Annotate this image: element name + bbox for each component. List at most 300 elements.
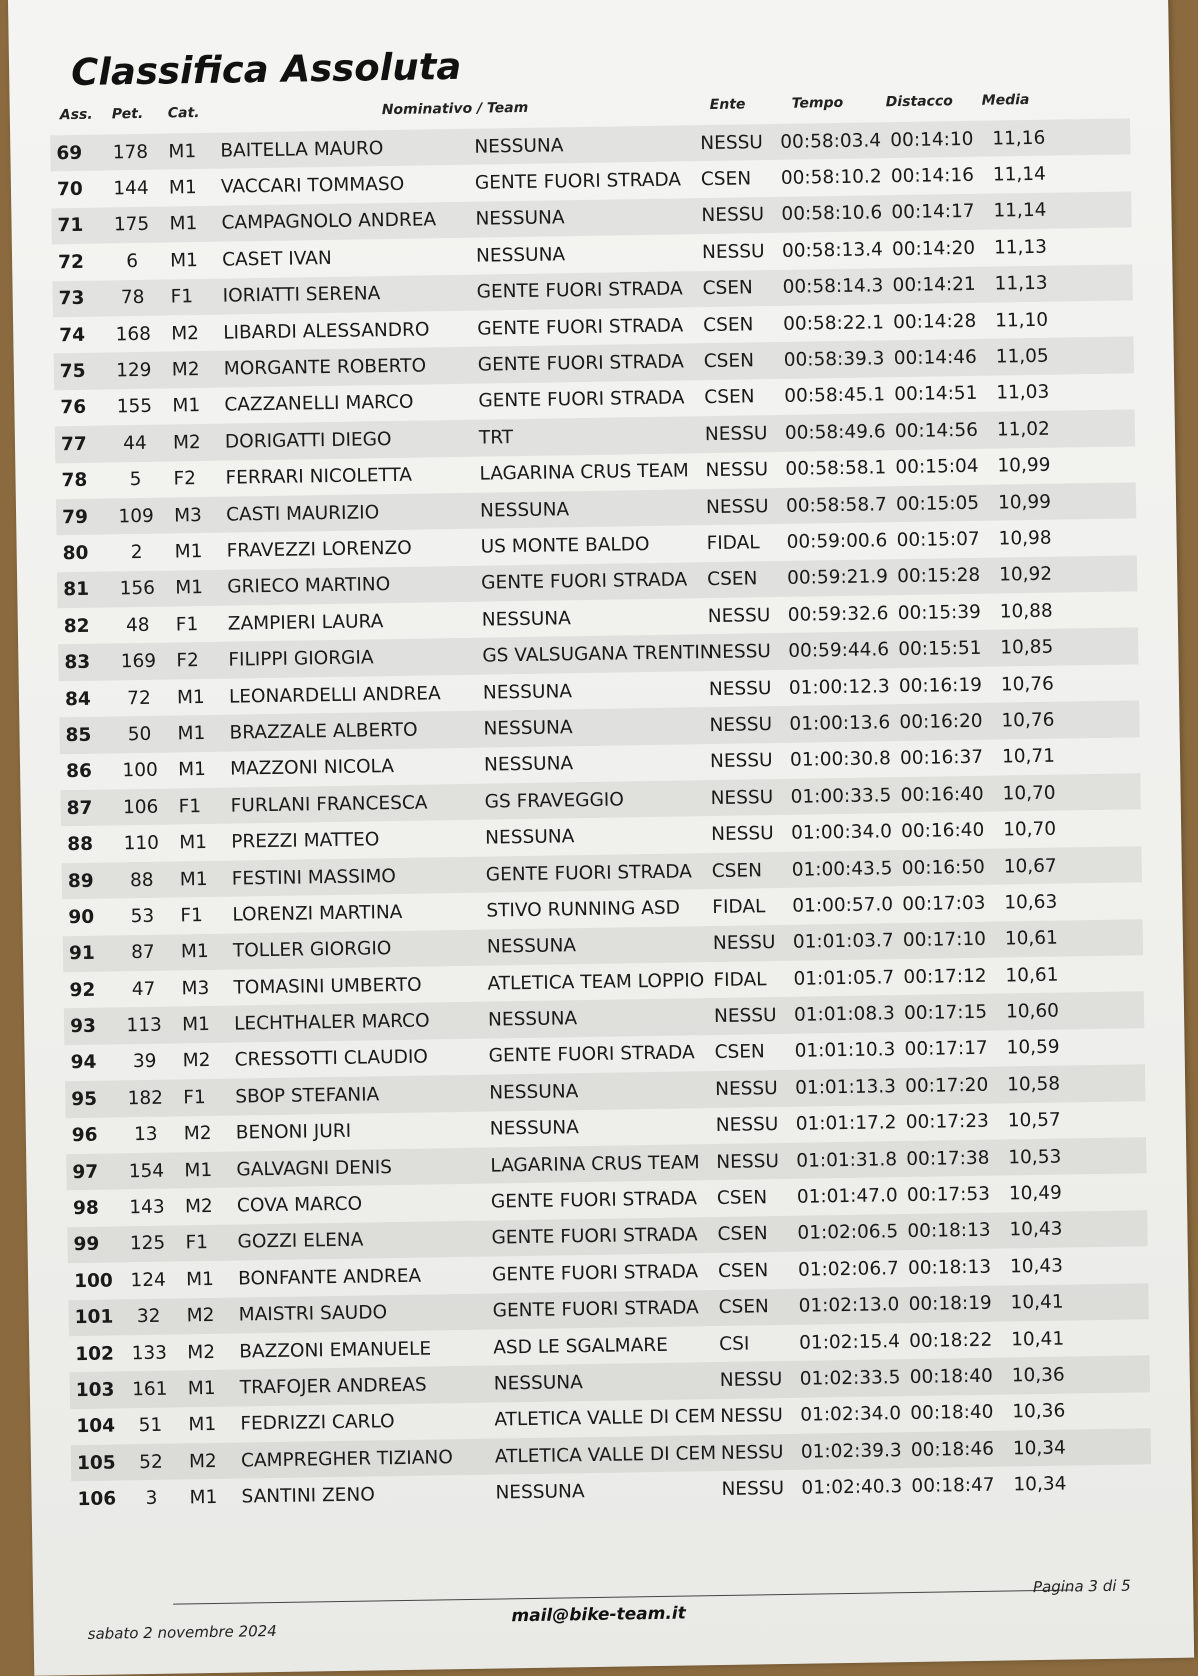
cell-ass: 98 [72, 1197, 99, 1220]
cell-pet: 156 [119, 578, 156, 600]
cell-pet: 13 [133, 1124, 158, 1146]
cell-cat: M1 [179, 868, 208, 890]
cell-cat: F1 [175, 613, 199, 636]
cell-team: GENTE FUORI STRADA [481, 569, 688, 595]
cell-tempo: 01:01:08.3 [793, 1003, 895, 1026]
cell-ente: CSEN [704, 386, 755, 409]
cell-team: GENTE FUORI STRADA [488, 1042, 695, 1068]
cell-cat: M1 [188, 1414, 217, 1436]
cell-ente: CSEN [703, 313, 754, 336]
cell-ente: NESSU [716, 1150, 780, 1173]
cell-distacco: 00:17:12 [903, 965, 987, 988]
cell-cat: M1 [179, 832, 208, 854]
cell-tempo: 00:58:22.1 [783, 311, 885, 335]
cell-tempo: 00:59:00.6 [786, 530, 888, 553]
cell-cat: M1 [184, 1159, 213, 1181]
cell-media: 11,14 [992, 163, 1046, 186]
cell-nominativo: MORGANTE ROBERTO [223, 355, 427, 380]
cell-ente: CSEN [700, 168, 752, 191]
cell-ente: NESSU [719, 1368, 783, 1391]
cell-nominativo: GRIECO MARTINO [227, 574, 391, 599]
cell-team: GENTE FUORI STRADA [476, 278, 683, 303]
cell-cat: M1 [174, 540, 203, 563]
cell-media: 10,61 [1004, 927, 1059, 950]
cell-distacco: 00:14:10 [890, 128, 974, 151]
cell-ass: 78 [61, 470, 88, 492]
cell-pet: 53 [130, 905, 155, 928]
cell-media: 10,36 [1012, 1400, 1066, 1423]
cell-pet: 44 [123, 432, 147, 455]
cell-nominativo: MAISTRI SAUDO [238, 1302, 388, 1326]
cell-distacco: 00:18:22 [909, 1329, 993, 1352]
cell-pet: 154 [128, 1160, 165, 1182]
cell-cat: F1 [185, 1232, 209, 1254]
cell-ass: 102 [75, 1343, 115, 1365]
cell-media: 10,41 [1010, 1291, 1064, 1314]
header-media: Media [981, 91, 1030, 109]
cell-cat: M3 [181, 977, 210, 1000]
header-nominativo: Nominativo / Team [381, 99, 529, 119]
cell-cat: M1 [175, 577, 204, 599]
cell-ass: 71 [57, 215, 84, 237]
cell-distacco: 00:16:40 [901, 819, 985, 843]
cell-tempo: 00:59:32.6 [787, 603, 889, 626]
cell-nominativo: FESTINI MASSIMO [231, 865, 397, 890]
cell-tempo: 01:00:13.6 [789, 712, 891, 735]
cell-team: GS FRAVEGGIO [484, 789, 625, 813]
cell-team: GENTE FUORI STRADA [492, 1297, 699, 1322]
cell-ente: CSEN [718, 1296, 769, 1319]
cell-tempo: 00:58:49.6 [784, 421, 886, 444]
cell-team: GENTE FUORI STRADA [491, 1261, 699, 1286]
header-tempo: Tempo [791, 94, 844, 112]
cell-team: ATLETICA TEAM LOPPIO [487, 969, 705, 995]
cell-ass: 80 [62, 542, 89, 565]
cell-ass: 85 [65, 724, 92, 747]
cell-distacco: 00:16:20 [899, 710, 983, 734]
cell-cat: M1 [185, 1268, 215, 1291]
cell-ass: 79 [61, 506, 89, 528]
cell-distacco: 00:16:40 [900, 783, 984, 806]
cell-tempo: 01:00:34.0 [791, 821, 893, 844]
cell-distacco: 00:18:13 [907, 1256, 992, 1279]
cell-distacco: 00:15:28 [897, 565, 981, 588]
cell-distacco: 00:15:51 [898, 637, 982, 661]
cell-tempo: 01:02:06.5 [797, 1221, 899, 1245]
cell-ass: 90 [68, 906, 95, 929]
cell-nominativo: FEDRIZZI CARLO [240, 1411, 395, 1435]
cell-ass: 97 [72, 1161, 99, 1183]
cell-distacco: 00:17:23 [905, 1110, 989, 1134]
cell-tempo: 01:02:39.3 [800, 1439, 902, 1463]
cell-cat: F2 [176, 650, 199, 672]
cell-team: NESSUNA [483, 717, 573, 740]
cell-ass: 92 [69, 979, 96, 1001]
cell-nominativo: FRAVEZZI LORENZO [226, 537, 412, 562]
header-ente: Ente [709, 96, 746, 113]
cell-media: 10,43 [1009, 1218, 1063, 1241]
cell-pet: 106 [122, 796, 159, 819]
cell-ass: 73 [58, 288, 85, 310]
cell-tempo: 01:01:17.2 [795, 1112, 897, 1135]
cell-ass: 69 [56, 142, 83, 164]
cell-media: 11,16 [992, 127, 1046, 150]
cell-media: 10,49 [1008, 1182, 1063, 1205]
cell-team: GENTE FUORI STRADA [477, 315, 684, 340]
cell-ente: NESSU [712, 932, 776, 955]
cell-nominativo: BONFANTE ANDREA [237, 1265, 422, 1290]
footer-mail: mail@bike-team.it [511, 1603, 686, 1627]
cell-media: 11,02 [996, 418, 1051, 441]
cell-distacco: 00:16:50 [901, 856, 985, 879]
header-distacco: Distacco [885, 93, 953, 111]
cell-team: ATLETICA VALLE DI CEM [494, 1406, 716, 1431]
cell-ass: 91 [68, 943, 95, 965]
cell-ente: FIDAL [706, 532, 760, 555]
cell-ente: NESSU [715, 1114, 779, 1137]
cell-ente: CSEN [711, 859, 763, 882]
cell-pet: 161 [132, 1378, 168, 1401]
cell-ente: CSEN [707, 568, 758, 591]
cell-media: 10,41 [1010, 1328, 1065, 1350]
cell-nominativo: CRESSOTTI CLAUDIO [234, 1046, 429, 1072]
cell-tempo: 01:02:15.4 [799, 1330, 901, 1354]
cell-ente: FIDAL [712, 896, 766, 918]
cell-pet: 100 [122, 760, 158, 782]
cell-nominativo: FURLANI FRANCESCA [230, 792, 428, 817]
cell-distacco: 00:14:16 [890, 164, 975, 188]
cell-pet: 3 [145, 1487, 158, 1510]
cell-team: NESSUNA [475, 244, 566, 267]
cell-distacco: 00:16:37 [899, 747, 984, 770]
cell-team: GENTE FUORI STRADA [491, 1224, 698, 1249]
cell-pet: 109 [118, 505, 154, 527]
cell-ass: 99 [73, 1234, 100, 1256]
cell-ente: NESSU [704, 422, 768, 445]
cell-nominativo: BAITELLA MAURO [220, 137, 384, 162]
cell-ass: 89 [67, 870, 94, 892]
cell-media: 10,63 [1004, 891, 1058, 914]
cell-nominativo: LORENZI MARTINA [232, 901, 403, 926]
cell-pet: 88 [129, 869, 154, 891]
cell-media: 10,53 [1008, 1146, 1062, 1169]
cell-cat: F2 [173, 468, 197, 490]
cell-team: ASD LE SGALMARE [493, 1334, 668, 1359]
cell-media: 10,57 [1007, 1109, 1061, 1132]
cell-pet: 72 [127, 687, 151, 709]
cell-distacco: 00:18:40 [910, 1402, 994, 1425]
cell-ente: NESSU [705, 495, 769, 518]
cell-nominativo: FILIPPI GIORGIA [228, 647, 374, 671]
cell-ente: NESSU [707, 604, 771, 627]
cell-nominativo: GOZZI ELENA [237, 1229, 364, 1253]
cell-team: LAGARINA CRUS TEAM [479, 460, 689, 485]
cell-nominativo: TOLLER GIORGIO [232, 938, 392, 962]
cell-team: NESSUNA [475, 207, 565, 231]
cell-cat: F1 [183, 1086, 206, 1109]
cell-ente: NESSU [701, 204, 765, 227]
cell-pet: 110 [123, 832, 160, 855]
cell-media: 10,58 [1006, 1073, 1061, 1096]
cell-team: NESSUNA [483, 753, 574, 776]
cell-cat: M1 [168, 177, 197, 199]
cell-ente: CSEN [717, 1223, 768, 1246]
cell-distacco: 00:17:53 [906, 1183, 991, 1207]
cell-ass: 96 [71, 1124, 98, 1147]
cell-cat: M2 [171, 322, 200, 345]
cell-tempo: 01:00:33.5 [790, 784, 892, 808]
cell-tempo: 01:02:40.3 [801, 1476, 903, 1499]
cell-ente: CSEN [702, 277, 753, 300]
footer-date: sabato 2 novembre 2024 [87, 1621, 277, 1643]
cell-ente: NESSU [710, 786, 774, 809]
cell-tempo: 00:58:58.1 [785, 457, 887, 481]
cell-pet: 178 [112, 141, 149, 164]
cell-media: 10,92 [998, 564, 1053, 586]
cell-cat: M2 [172, 431, 201, 454]
cell-team: GS VALSUGANA TRENTIN [482, 642, 714, 667]
cell-cat: M2 [171, 359, 200, 381]
cell-ente: NESSU [708, 641, 772, 664]
cell-ente: FIDAL [713, 968, 767, 991]
cell-cat: F1 [180, 904, 203, 927]
cell-tempo: 00:58:14.3 [782, 275, 884, 299]
cell-ente: NESSU [708, 677, 772, 700]
cell-pet: 32 [136, 1305, 161, 1328]
cell-nominativo: BENONI JURI [235, 1120, 352, 1144]
cell-nominativo: LIBARDI ALESSANDRO [223, 319, 430, 344]
cell-tempo: 01:01:03.7 [792, 930, 894, 954]
cell-pet: 175 [113, 214, 150, 236]
cell-distacco: 00:14:21 [892, 274, 976, 297]
cell-pet: 133 [131, 1342, 168, 1364]
cell-ente: NESSU [720, 1405, 784, 1428]
cell-nominativo: CASET IVAN [221, 247, 332, 271]
cell-nominativo: CASTI MAURIZIO [225, 501, 380, 526]
cell-distacco: 00:18:47 [911, 1474, 995, 1498]
cell-ass: 77 [60, 433, 87, 456]
cell-ente: NESSU [709, 750, 773, 773]
cell-pet: 155 [116, 396, 153, 418]
page-title: Classifica Assoluta [70, 44, 462, 95]
cell-nominativo: FERRARI NICOLETTA [225, 464, 413, 489]
cell-cat: M1 [189, 1487, 218, 1509]
cell-tempo: 01:02:13.0 [798, 1294, 900, 1317]
header-ass: Ass. [59, 106, 93, 124]
cell-distacco: 00:16:19 [898, 674, 983, 697]
cell-team: NESSUNA [479, 498, 570, 522]
cell-ente: NESSU [705, 459, 769, 482]
cell-ass: 81 [63, 579, 90, 601]
header-pet: Pet. [111, 105, 144, 123]
cell-ass: 75 [59, 360, 86, 383]
cell-team: NESSUNA [493, 1372, 584, 1395]
cell-ass: 94 [70, 1052, 97, 1074]
cell-nominativo: LEONARDELLI ANDREA [228, 682, 441, 708]
cell-cat: M2 [184, 1195, 213, 1218]
cell-ente: CSEN [717, 1260, 769, 1282]
cell-team: NESSUNA [489, 1081, 579, 1104]
cell-nominativo: BAZZONI EMANUELE [239, 1338, 432, 1363]
cell-team: NESSUNA [486, 935, 577, 958]
cell-pet: 124 [130, 1269, 166, 1292]
footer-page: Pagina 3 di 5 [1032, 1576, 1131, 1597]
cell-distacco: 00:15:04 [895, 456, 979, 479]
cell-tempo: 00:59:21.9 [787, 566, 889, 590]
cell-pet: 2 [130, 541, 143, 564]
cell-media: 10,70 [1002, 818, 1057, 841]
cell-ente: NESSU [709, 714, 773, 737]
cell-nominativo: GALVAGNI DENIS [236, 1156, 393, 1181]
cell-team: GENTE FUORI STRADA [485, 860, 692, 886]
cell-tempo: 01:02:34.0 [800, 1403, 902, 1427]
cell-ass: 74 [59, 324, 86, 346]
cell-ass: 103 [75, 1379, 115, 1402]
cell-distacco: 00:14:51 [894, 383, 978, 406]
cell-ass: 76 [60, 397, 87, 419]
cell-tempo: 00:58:58.7 [785, 493, 887, 517]
cell-team: GENTE FUORI STRADA [490, 1188, 698, 1213]
cell-team: GENTE FUORI STRADA [477, 351, 684, 376]
cell-cat: M1 [180, 941, 209, 963]
cell-cat: M2 [182, 1050, 211, 1072]
cell-cat: M3 [173, 504, 203, 527]
cell-pet: 48 [125, 614, 150, 636]
cell-pet: 125 [129, 1233, 166, 1255]
cell-media: 10,85 [1000, 636, 1054, 659]
cell-media: 10,88 [999, 600, 1053, 623]
cell-pet: 6 [126, 250, 139, 273]
cell-distacco: 00:17:38 [906, 1147, 990, 1170]
cell-team: NESSUNA [474, 134, 564, 158]
cell-tempo: 01:02:06.7 [797, 1257, 899, 1281]
cell-media: 10,67 [1003, 855, 1057, 877]
cell-ente: CSEN [703, 350, 755, 373]
cell-ente: NESSU [711, 823, 774, 846]
cell-cat: M1 [176, 686, 205, 708]
cell-distacco: 00:14:17 [891, 201, 975, 224]
cell-nominativo: ZAMPIERI LAURA [227, 610, 384, 635]
cell-distacco: 00:18:40 [909, 1365, 993, 1388]
cell-media: 10,43 [1009, 1255, 1064, 1278]
cell-media: 10,59 [1006, 1037, 1060, 1059]
cell-team: NESSUNA [482, 680, 573, 704]
cell-tempo: 01:00:43.5 [791, 857, 893, 881]
cell-ente: NESSU [713, 1005, 777, 1028]
cell-tempo: 01:01:47.0 [796, 1185, 898, 1208]
cell-pet: 182 [127, 1087, 164, 1110]
cell-cat: M2 [183, 1123, 212, 1145]
cell-media: 10,99 [997, 454, 1051, 477]
cell-ass: 100 [73, 1270, 113, 1292]
cell-tempo: 01:01:10.3 [794, 1039, 896, 1063]
cell-cat: M2 [186, 1305, 215, 1327]
cell-pet: 52 [139, 1451, 163, 1473]
cell-team: NESSUNA [487, 1008, 578, 1031]
cell-ass: 83 [64, 651, 91, 674]
cell-cat: M1 [187, 1377, 216, 1400]
cell-pet: 144 [113, 177, 149, 200]
cell-ass: 82 [63, 615, 90, 637]
cell-distacco: 00:17:17 [904, 1038, 988, 1061]
results-sheet [8, 0, 1194, 1676]
cell-ass: 84 [64, 688, 91, 710]
cell-nominativo: BRAZZALE ALBERTO [229, 719, 418, 744]
cell-nominativo: TOMASINI UMBERTO [233, 974, 422, 999]
cell-ass: 72 [57, 251, 85, 274]
cell-pet: 143 [129, 1196, 165, 1219]
cell-tempo: 01:00:12.3 [788, 675, 890, 699]
cell-distacco: 00:15:05 [895, 492, 980, 515]
cell-media: 10,76 [1001, 709, 1055, 732]
cell-tempo: 00:59:44.6 [788, 639, 890, 662]
cell-cat: M1 [181, 1014, 211, 1036]
cell-media: 11,13 [993, 236, 1048, 259]
cell-nominativo: PREZZI MATTEO [231, 829, 380, 853]
cell-tempo: 01:01:31.8 [796, 1148, 898, 1172]
cell-ente: NESSU [700, 131, 764, 154]
cell-distacco: 00:17:15 [903, 1001, 988, 1025]
cell-media: 10,61 [1005, 964, 1059, 987]
cell-ass: 87 [66, 797, 93, 819]
cell-media: 10,60 [1005, 1000, 1060, 1023]
cell-tempo: 01:01:13.3 [795, 1076, 897, 1099]
cell-distacco: 00:14:28 [893, 310, 977, 333]
cell-media: 10,98 [998, 527, 1052, 550]
cell-nominativo: TRAFOJER ANDREAS [239, 1374, 427, 1399]
cell-media: 11,03 [996, 382, 1050, 404]
cell-cat: M2 [187, 1341, 216, 1363]
cell-pet: 129 [116, 359, 152, 382]
cell-pet: 51 [138, 1415, 163, 1437]
cell-ass: 95 [71, 1088, 98, 1110]
cell-ass: 101 [74, 1306, 114, 1329]
cell-nominativo: CAMPREGHER TIZIANO [240, 1446, 453, 1472]
cell-pet: 78 [120, 287, 145, 309]
cell-team: STIVO RUNNING ASD [486, 897, 681, 922]
cell-distacco: 00:17:10 [902, 929, 987, 952]
cell-media: 10,34 [1012, 1437, 1067, 1460]
cell-tempo: 01:00:30.8 [789, 748, 891, 772]
cell-pet: 50 [127, 723, 152, 746]
cell-pet: 87 [131, 942, 155, 964]
cell-tempo: 00:58:39.3 [783, 348, 885, 371]
cell-distacco: 00:14:46 [893, 346, 977, 370]
cell-nominativo: CAMPAGNOLO ANDREA [221, 209, 437, 235]
cell-ass: 93 [69, 1015, 97, 1038]
cell-media: 10,36 [1011, 1364, 1065, 1387]
cell-cat: M1 [172, 395, 201, 417]
cell-distacco: 00:14:20 [891, 237, 976, 261]
header-cat: Cat. [167, 105, 200, 122]
cell-distacco: 00:18:13 [907, 1220, 991, 1243]
cell-media: 10,71 [1001, 745, 1056, 768]
cell-tempo: 00:58:10.6 [781, 202, 883, 226]
cell-ass: 104 [76, 1415, 116, 1438]
cell-team: NESSUNA [481, 608, 572, 631]
cell-distacco: 00:14:56 [894, 419, 979, 442]
cell-tempo: 00:58:45.1 [784, 384, 886, 408]
cell-ass: 70 [56, 178, 83, 201]
cell-nominativo: SANTINI ZENO [241, 1484, 375, 1508]
cell-tempo: 01:00:57.0 [792, 894, 894, 917]
cell-pet: 169 [120, 650, 157, 673]
footer-divider [173, 1589, 1073, 1604]
cell-cat: M1 [177, 759, 207, 781]
cell-nominativo: LECHTHALER MARCO [233, 1010, 430, 1035]
cell-nominativo: DORIGATTI DIEGO [224, 428, 392, 453]
cell-media: 10,34 [1013, 1473, 1067, 1496]
